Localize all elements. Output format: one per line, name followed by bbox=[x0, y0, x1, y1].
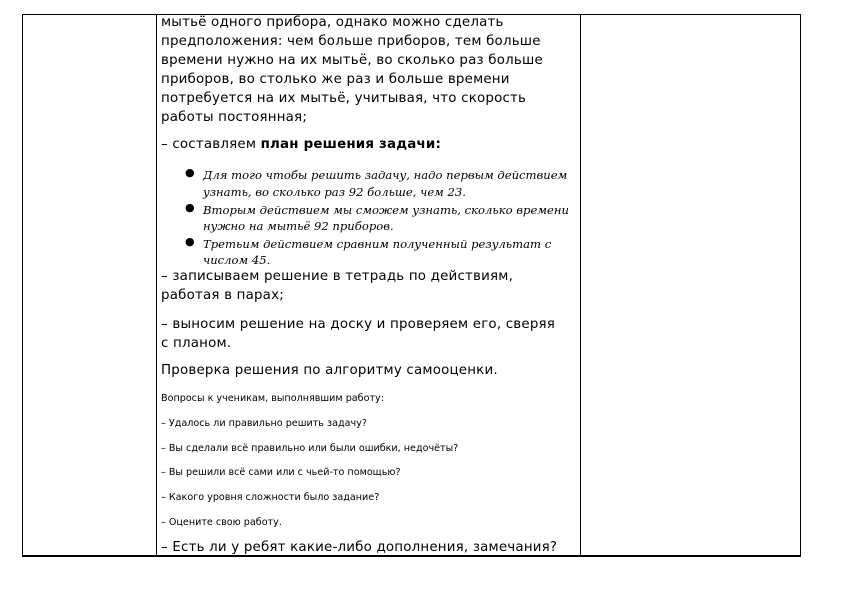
lesson-table bbox=[22, 14, 801, 557]
bullet-dot-icon: ● bbox=[185, 166, 195, 179]
step-line: – записываем решение в тетрадь по действиям, bbox=[161, 269, 514, 284]
question-item: – Вы сделали всё правильно или были ошибки, недочёты? bbox=[161, 443, 459, 454]
questions-intro: Вопросы к ученикам, выполнявшим работу: bbox=[161, 393, 384, 404]
bullet-dot-icon: ● bbox=[185, 235, 195, 248]
intro-line: времени нужно на их мытьё, во сколько раз больше bbox=[161, 53, 543, 68]
plan-prefix: – составляем bbox=[161, 137, 261, 152]
question-item: – Вы решили всё сами или с чьей-то помощью? bbox=[161, 467, 401, 478]
final-question: – Есть ли у ребят какие-либо дополнения, замечания? bbox=[161, 540, 558, 555]
step-line: с планом. bbox=[161, 336, 232, 351]
bullet-line: узнать, во сколько раз 92 больше, чем 23. bbox=[203, 185, 466, 199]
check-line: Проверка решения по алгоритму самооценки. bbox=[161, 363, 498, 378]
step-line: работая в парах; bbox=[161, 288, 284, 303]
bullet-line: Третьим действием сравним полученный результат с bbox=[203, 237, 552, 251]
question-item: – Оцените свою работу. bbox=[161, 517, 282, 528]
question-item: – Какого уровня сложности было задание? bbox=[161, 492, 380, 503]
intro-line: мытьё одного прибора, однако можно сделать bbox=[161, 15, 504, 30]
intro-line: работы постоянная; bbox=[161, 110, 308, 125]
intro-line: потребуется на их мытьё, учитывая, что скорость bbox=[161, 91, 527, 106]
bullet-line: нужно на мытьё 92 приборов. bbox=[203, 219, 394, 233]
step-line: – выносим решение на доску и проверяем его, сверяя bbox=[161, 317, 556, 332]
plan-heading bbox=[161, 137, 441, 152]
bullet-dot-icon: ● bbox=[185, 201, 195, 214]
bullet-line: Для того чтобы решить задачу, надо первым действием bbox=[203, 168, 568, 182]
plan-bold: план решения задачи: bbox=[260, 137, 442, 152]
bullet-line: Вторым действием мы сможем узнать, сколько времени bbox=[203, 203, 569, 217]
bullet-line: числом 45. bbox=[203, 253, 271, 267]
intro-line: предположения: чем больше приборов, тем больше bbox=[161, 34, 541, 49]
column-divider-left bbox=[156, 15, 157, 555]
column-divider-right bbox=[580, 15, 581, 555]
question-item: – Удалось ли правильно решить задачу? bbox=[161, 418, 367, 429]
intro-line: приборов, во столько же раз и больше времени bbox=[161, 72, 510, 87]
